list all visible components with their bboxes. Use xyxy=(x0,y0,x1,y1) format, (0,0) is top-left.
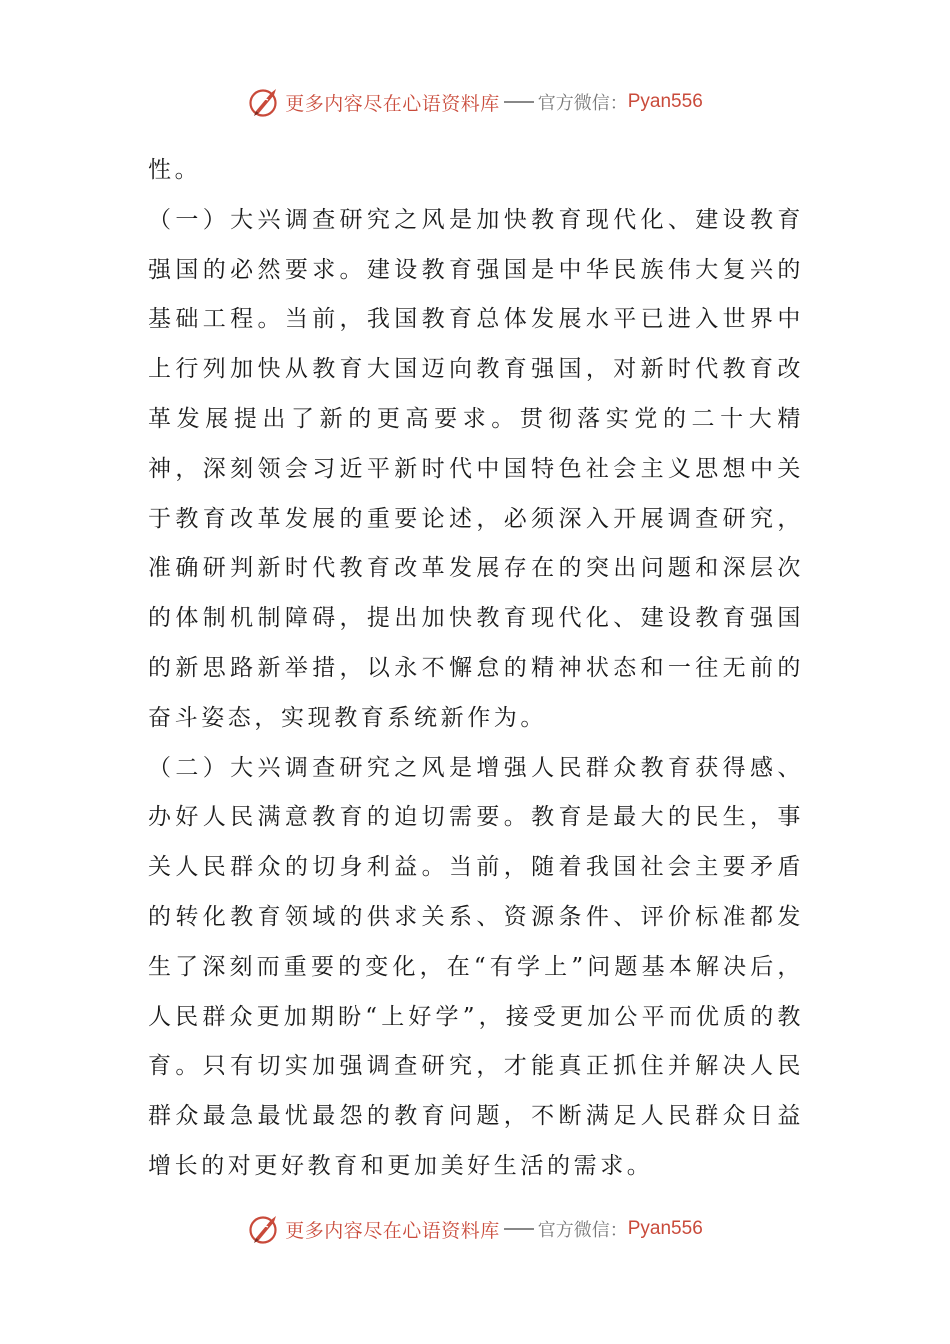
banner-contact-label: 官方微信： xyxy=(537,1220,628,1241)
footer-banner-content xyxy=(247,1212,703,1246)
pen-logo-icon xyxy=(247,85,281,119)
header-banner xyxy=(0,80,950,124)
banner-dash-divider xyxy=(504,1228,534,1230)
banner-site-text: 更多内容尽在心语资料库 xyxy=(285,92,500,115)
pen-logo-icon xyxy=(247,1212,281,1246)
document-body xyxy=(148,146,804,1192)
banner-contact-id: Pyan556 xyxy=(627,1218,703,1239)
header-banner-content xyxy=(247,85,703,119)
banner-dash-divider xyxy=(504,101,534,103)
paragraph-section-one: （一）大兴调查研究之风是加快教育现代化、建设教育强国的必然要求。建设教育强国是中华民族伟大复兴的基础工程。当前，我国教育总体发展水平已进入世界中上行列加快从教育大国迈向教育强国，对新时代教育改革发展提出了新的更高要求。贯彻落实党的二十大精神，深刻领会习近平新时代中国特色社会主义思想中关于教育改革发展的重要论述，必须深入开展调查研究，准确研判新时代教育改革发展存在的突出问题和深层次的体制机制障碍，提出加快教育现代化、建设教育强国的新思路新举措，以永不懈怠的精神状态和一往无前的奋斗姿态，实现教育系统新作为。 xyxy=(148,206,804,731)
banner-site-text: 更多内容尽在心语资料库 xyxy=(285,1219,500,1242)
banner-contact-id: Pyan556 xyxy=(627,91,703,112)
banner-contact-label: 官方微信： xyxy=(537,93,628,114)
footer-banner xyxy=(0,1207,950,1251)
paragraph-section-two: （二）大兴调查研究之风是增强人民群众教育获得感、办好人民满意教育的迫切需要。教育是最大的民生，事关人民群众的切身利益。当前，随着我国社会主要矛盾的转化教育领域的供求关系、资源条件、评价标准都发生了深刻而重要的变化，在“有学上”问题基本解决后，人民群众更加期盼“上好学”，接受更加公平而优质的教育。只有切实加强调查研究，才能真正抓住并解决人民群众最急最忧最怨的教育问题，不断满足人民群众日益增长的对更好教育和更加美好生活的需求。 xyxy=(148,754,804,1179)
paragraph-continuation: 性。 xyxy=(148,157,202,183)
